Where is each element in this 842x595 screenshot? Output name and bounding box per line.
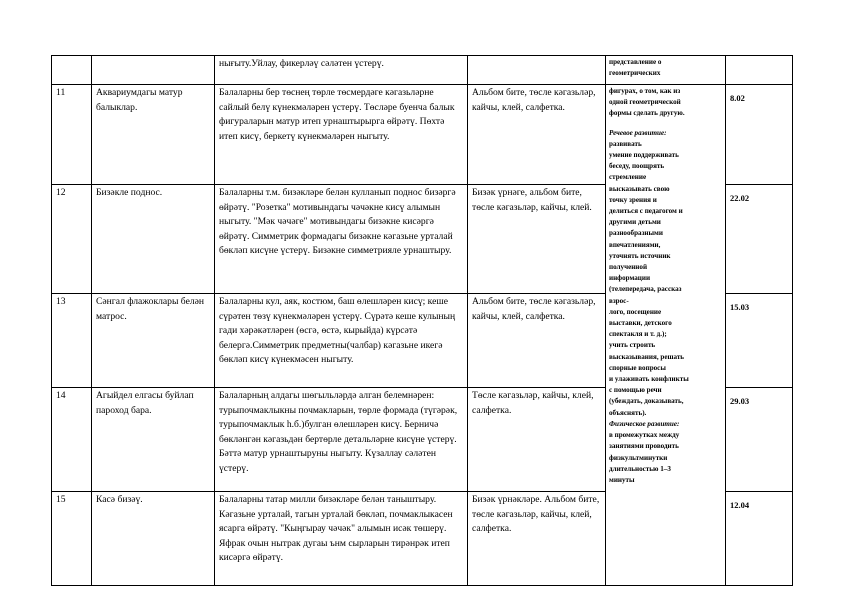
speech-line: точку зрения и — [609, 195, 657, 204]
goals-line: представление о — [609, 58, 662, 66]
speech-line: стремление — [609, 173, 647, 182]
speech-line: (убеждать, доказывать, — [609, 397, 684, 406]
row-topic: Касә бизәү. — [92, 492, 215, 586]
row-description: Балаларны т.м. бизәкләре белән кулланып поднос бизәргә өйрәтү. "Розетка" мотивындагы чәчәкне кисү алымын ныгыту. "Мәк чәчәге" мотивындагы бизәкне кисәргә өйрәтү. Симметрик формадагы бизәкне кәгазьне урталай бөкләп кисүне үстерү. Бизәкне симметрияле урнаштыру. — [215, 185, 468, 294]
row-number: 14 — [52, 388, 92, 492]
physical-line: минуты — [609, 475, 635, 484]
row-number: 15 — [52, 492, 92, 586]
goals-line: одной геометрической — [609, 98, 681, 107]
row-topic: Бизәкле поднос. — [92, 185, 215, 294]
speech-line: информации — [609, 274, 651, 283]
speech-line: с помощью речи — [609, 386, 662, 395]
speech-line: высказывать свою — [609, 184, 670, 193]
row-description: Балаларның алдагы шөгыльләрдә алган белемнәрен: турыпочмаклыкны почмакларын, төрле формада (түгәрәк, турыпочмаклык һ.б.)булган өлешләрен кисү. Берничә бөкләнгән кәгазьдән бертөрле детальләрне кисүне үстерү. Бәттә матур урнаштыруны ныгыту. Күзаллау сәләтен үстерү. — [215, 388, 468, 492]
physical-line: в промежутках между — [609, 431, 680, 440]
topic-cell — [92, 56, 215, 85]
speech-line: объяснять). — [609, 408, 647, 417]
speech-line: развивать — [609, 139, 642, 148]
row-description: Балаларны татар милли бизәкләре белән таныштыру. Кәгазьне урталай, тагын урталай бөкләп, почмаклыкасен ясарга өйрәтү. "Кыңгырау чәчәк" алымын исәк төшерү. Яфрак очын нытрак дугаы ънм сырларын тирәнрәк итеп кисәргә өйрәтү. — [215, 492, 468, 586]
speech-line: другими детьми — [609, 218, 661, 227]
physical-line: физкультминутки — [609, 453, 668, 462]
speech-line: лого, посещение — [609, 307, 662, 316]
goals-line: формы сделать другую. — [609, 109, 685, 118]
physical-line: длительностью 1–3 — [609, 464, 671, 473]
row-materials: Альбом бите, төсле кәгазьләр, кайчы, клей, салфетка. — [468, 85, 606, 185]
row-materials: Альбом бите, төсле кәгазьләр, кайчы, клей, салфетка. — [468, 294, 606, 388]
speech-line: умение поддерживать — [609, 151, 679, 160]
goals-line: геометрических — [609, 69, 661, 78]
description-cell: нығыту.Уйлау, фикерләү сәләтен үстерү. — [215, 56, 468, 85]
row-date: 22.02 — [726, 185, 793, 294]
row-date: 8.02 — [726, 85, 793, 185]
speech-line: взрос- — [609, 296, 629, 305]
table-row — [52, 85, 793, 185]
development-goals-cell — [606, 85, 726, 586]
speech-line: высказывания, решать — [609, 352, 685, 361]
speech-line: учить строить — [609, 341, 656, 350]
row-topic: Аквариумдагы матур балыклар. — [92, 85, 215, 185]
date-cell — [726, 56, 793, 85]
physical-heading: Физическое развитие: — [609, 419, 680, 428]
speech-line: делиться с педагогом и — [609, 207, 683, 216]
row-materials: Бизәк үрнәкләре. Альбом бите, төсле кәгазьләр, кайчы, клей, салфетка. — [468, 492, 606, 586]
row-description: Балаларны кул, аяк, костюм, баш өлешләрен кисү; кеше сүрәтен төзү күнекмәләрен үстерү. Сүрәтә кеше кулының гади хәрәкәтләрен (өсгә, өстә, кырыйда) күрсәтә белергә.Симметрик предметны(чалбар) кәгазьне икегә бөкләп кисү күнекмәсен ныгыту. — [215, 294, 468, 388]
materials-cell — [468, 56, 606, 85]
row-date: 15.03 — [726, 294, 793, 388]
row-number: 12 — [52, 185, 92, 294]
speech-line: спорные вопросы — [609, 363, 666, 372]
row-topic: Сәнгал флажоклары белән матрос. — [92, 294, 215, 388]
speech-line: разнообразными — [609, 229, 663, 238]
speech-line: беседу, поощрять — [609, 162, 665, 171]
speech-line: уточнять источник — [609, 251, 671, 260]
row-description: Балаларны бер төснең төрле төсмердәге кәгазьләрне сайлый белү күнекмәләрен үстерү. Төсләре буенча балык фигураларын матур итеп урнаштырырга өйрәтү. Пөхтә итеп кисү, беркетү күнекмәләрен ныгыту. — [215, 85, 468, 185]
goals-cell-top — [606, 56, 726, 85]
speech-line: (телепередача, рассказ — [609, 285, 682, 294]
table-row-continuation — [52, 56, 793, 85]
speech-line: полученной — [609, 263, 648, 272]
row-topic: Агыйдел елгасы буйлап пароход бара. — [92, 388, 215, 492]
row-materials: Бизәк үрнәге, альбом бите, төсле кәгазьләр, кайчы, клей. — [468, 185, 606, 294]
row-number: 13 — [52, 294, 92, 388]
speech-line: выставки, детского — [609, 319, 672, 328]
row-number: 11 — [52, 85, 92, 185]
row-materials: Төсле кәгазьләр, кайчы, клей, салфетка. — [468, 388, 606, 492]
speech-line: спектакля и т. д.); — [609, 330, 667, 339]
physical-line: занятиями проводить — [609, 442, 679, 451]
row-date: 12.04 — [726, 492, 793, 586]
row-date: 29.03 — [726, 388, 793, 492]
goals-line: фигурах, о том, как из — [609, 87, 681, 95]
speech-heading: Речевое развитие: — [609, 128, 667, 137]
speech-line: и улаживать конфликты — [609, 375, 689, 384]
num-cell — [52, 56, 92, 85]
speech-line: впечатлениями, — [609, 240, 661, 249]
lesson-plan-table — [51, 55, 793, 586]
